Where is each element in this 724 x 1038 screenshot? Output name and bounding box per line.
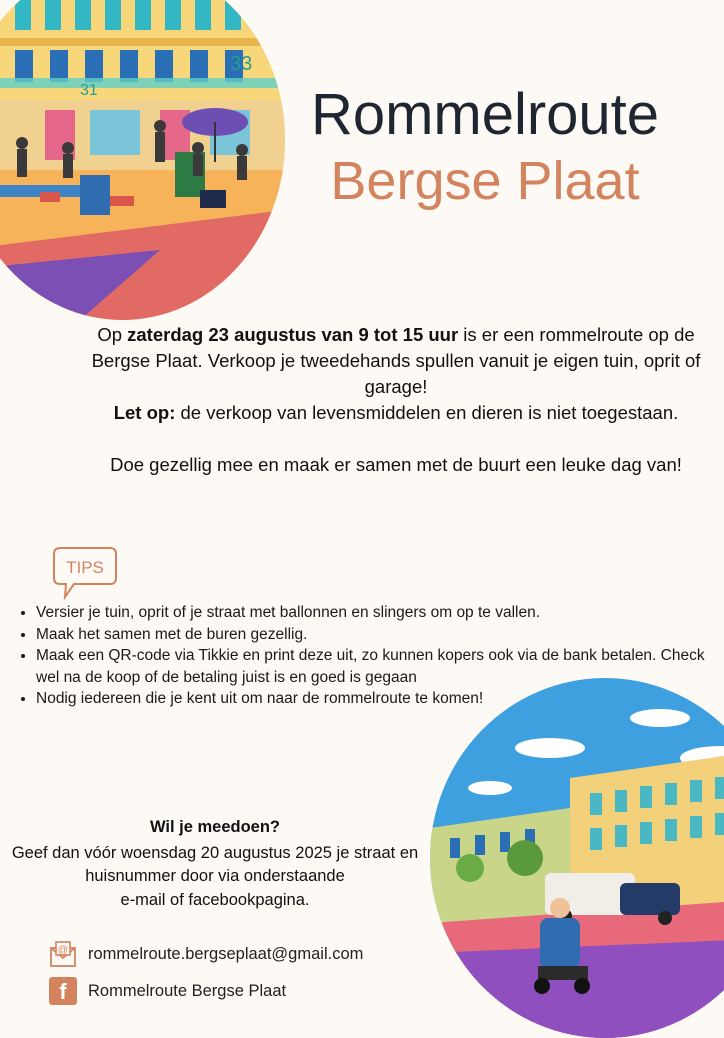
facebook-page-name[interactable]: Rommelroute Bergse Plaat [88,981,287,1000]
building-number-31: 31 [80,82,98,99]
tips-label: TIPS [66,558,104,577]
join-line-1: Geef dan vóór woensdag 20 augustus 2025 je straat en [11,843,419,862]
flyer-title [290,82,680,214]
svg-text:@: @ [57,945,69,956]
intro-pre: Op [97,324,128,345]
facebook-icon: f [48,976,78,1006]
tips-speech-bubble-icon [52,545,118,601]
list-item: • Maak een QR-code via Tikkie en print deze uit, zo kunnen kopers ook via de bank betalen. Check wel na de koop of de betaling juist is en goed is gegaan [36,645,724,688]
join-heading: Wil je meedoen? [149,818,281,836]
list-item: • Versier je tuin, oprit of je straat met ballonnen en slingers om op te vallen. [36,602,724,624]
list-item: • Nodig iedereen die je kent uit om naar de rommelroute te komen! [36,688,724,710]
join-section [0,816,430,912]
event-date: zaterdag 23 augustus van 9 tot 15 uur [127,324,459,345]
building-number-33: 33 [230,53,253,75]
title-line-1: Rommelroute [310,82,660,147]
note-label: Let op: [113,402,176,423]
join-line-3: e-mail of facebookpagina. [120,890,310,909]
title-line-2: Bergse Plaat [330,151,640,211]
email-address[interactable]: rommelroute.bergseplaat@gmail.com [88,944,364,963]
street-illustration [430,678,724,1038]
intro-post: is er een rommelroute op de Bergse Plaat. Verkoop je tweedehands spullen vanuit je eigen tuin, oprit of garage! [91,324,701,397]
join-line-2: huisnummer door via onderstaande [85,867,345,885]
facebook-contact[interactable] [48,976,286,1006]
closing-text: Doe gezellig mee en maak er samen met de buurt een leuke dag van! [110,454,682,475]
email-contact[interactable] [48,939,363,969]
intro-text [86,322,706,478]
envelope-at-icon [48,939,78,969]
note-text: de verkoop van levensmiddelen en dieren is niet toegestaan. [175,402,679,423]
market-illustration [0,0,285,320]
list-item: • Maak het samen met de buren gezellig. [36,624,724,646]
